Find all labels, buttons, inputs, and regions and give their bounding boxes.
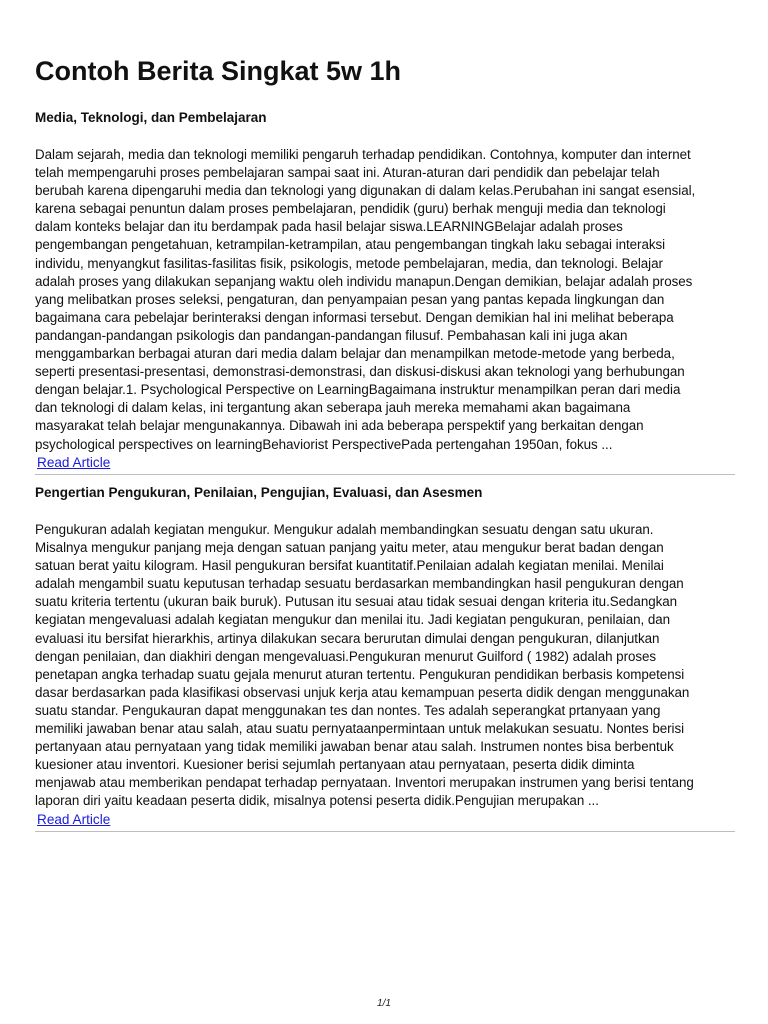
article-pengertian-pengukuran — [35, 484, 735, 832]
article-body: Dalam sejarah, media dan teknologi memiliki pengaruh terhadap pendidikan. Contohnya, komputer dan internet telah mempengaruhi proses pembelajaran sampai saat ini. Aturan-aturan dari pendidik dan pebelajar telah berubah karena dipengaruhi media dan teknologi yang digunakan di dalam kelas.Perubahan ini sangat esensial, karena sebagai penuntun dalam proses pembelajaran, pendidik (guru) berhak menguji media dan teknologi dalam konteks belajar dan itu berdampak pada hasil belajar siswa.LEARNINGBelajar adalah proses pengembangan pengetahuan, ketrampilan-ketrampilan, atau pengembangan tingkah laku sebagai interaksi individu, menyangkut fasilitas-fasilitas fisik, psikologis, metode pembelajaran, media, dan teknologi. Belajar adalah proses yang dilakukan sepanjang waktu oleh individu manapun.Dengan demikian, belajar adalah proses yang melibatkan proses seleksi, pengaturan, dan penyampaian pesan yang pantas kepada lingkungan dan bagaimana cara pebelajar berinteraksi dengan informasi tersebut. Dengan demikian hal ini melihat beberapa pandangan-pandangan psikologis dan pandangan-pandangan filusuf. Pembahasan kali ini juga akan menggambarkan berbagai aturan dari media dalam belajar dan menampilkan metode-metode yang berbeda, seperti presentasi-presentasi, demonstrasi-demonstrasi, dan diskusi-diskusi akan teknologi yang berhubungan dengan belajar.1. Psychological Perspective on LearningBagaimana instruktur menampilkan peran dari media dan teknologi di dalam kelas, ini tergantung akan seberapa jauh mereka memahami akan bagaimana masyarakat telah belajar mengunakannya. Dibawah ini ada beberapa perspektif yang berkaitan dengan psychological perspectives on learningBehaviorist PerspectivePada pertengahan 1950an, fokus ... — [35, 147, 696, 452]
article-media-teknologi — [35, 109, 735, 475]
article-title: Pengertian Pengukuran, Penilaian, Pengujian, Evaluasi, dan Asesmen — [35, 485, 483, 500]
article-title: Media, Teknologi, dan Pembelajaran — [35, 110, 267, 125]
page-number: 1/1 — [377, 998, 391, 1009]
page-title: Contoh Berita Singkat 5w 1h — [35, 56, 402, 86]
article-divider — [35, 831, 735, 832]
read-article-link[interactable]: Read Article — [37, 811, 111, 827]
article-divider — [35, 474, 735, 475]
read-article-link[interactable]: Read Article — [37, 454, 111, 470]
article-body: Pengukuran adalah kegiatan mengukur. Mengukur adalah membandingkan sesuatu dengan satu ukuran. Misalnya mengukur panjang meja dengan satuan panjang yaitu meter, atau mengukur berat badan dengan satuan berat yaitu kilogram. Hasil pengukuran bersifat kuantitatif.Penilaian adalah kegiatan menilai. Menilai adalah mengambil suatu keputusan terhadap sesuatu berdasarkan membandingkan hasil pengukuran dengan suatu kriteria tertentu (ukuran baik buruk). Putusan itu sesuai atau tidak sesuai dengan kriteria itu.Sedangkan kegiatan mengevaluasi adalah kegiatan mengukur dan menilai itu. Jadi kegiatan pengukuran, penilaian, dan evaluasi itu bersifat hierarkhis, artinya dilakukan secara berurutan dimulai dengan pengukuran, dilanjutkan dengan penilaian, dan diakhiri dengan mengevaluasi.Pengukuran menurut Guilford ( 1982) adalah proses penetapan angka terhadap suatu gejala menurut aturan tertentu. Pengukuran pendidikan berbasis kompetensi dasar berdasarkan pada klasifikasi observasi unjuk kerja atau kemampuan peserta didik dengan menggunakan suatu standar. Pengukauran dapat menggunakan tes dan nontes. Tes adalah seperangkat prtanyaan yang memiliki jawaban benar atau salah, atau suatu pernyataanpermintaan untuk melakukan sesuatu. Nontes berisi pertanyaan atau pernyataan yang tidak memiliki jawaban benar atau salah. Instrumen nontes bisa berbentuk kuesioner atau inventori. Kuesioner berisi sejumlah pertanyaan atau pernyataan, peserta didik diminta menjawab atau memberikan pendapat terhadap pernyataan. Inventori merupakan instrumen yang berisi tentang laporan diri yaitu keadaan peserta didik, misalnya potensi peserta didik.Pengujian merupakan ... — [35, 522, 694, 809]
